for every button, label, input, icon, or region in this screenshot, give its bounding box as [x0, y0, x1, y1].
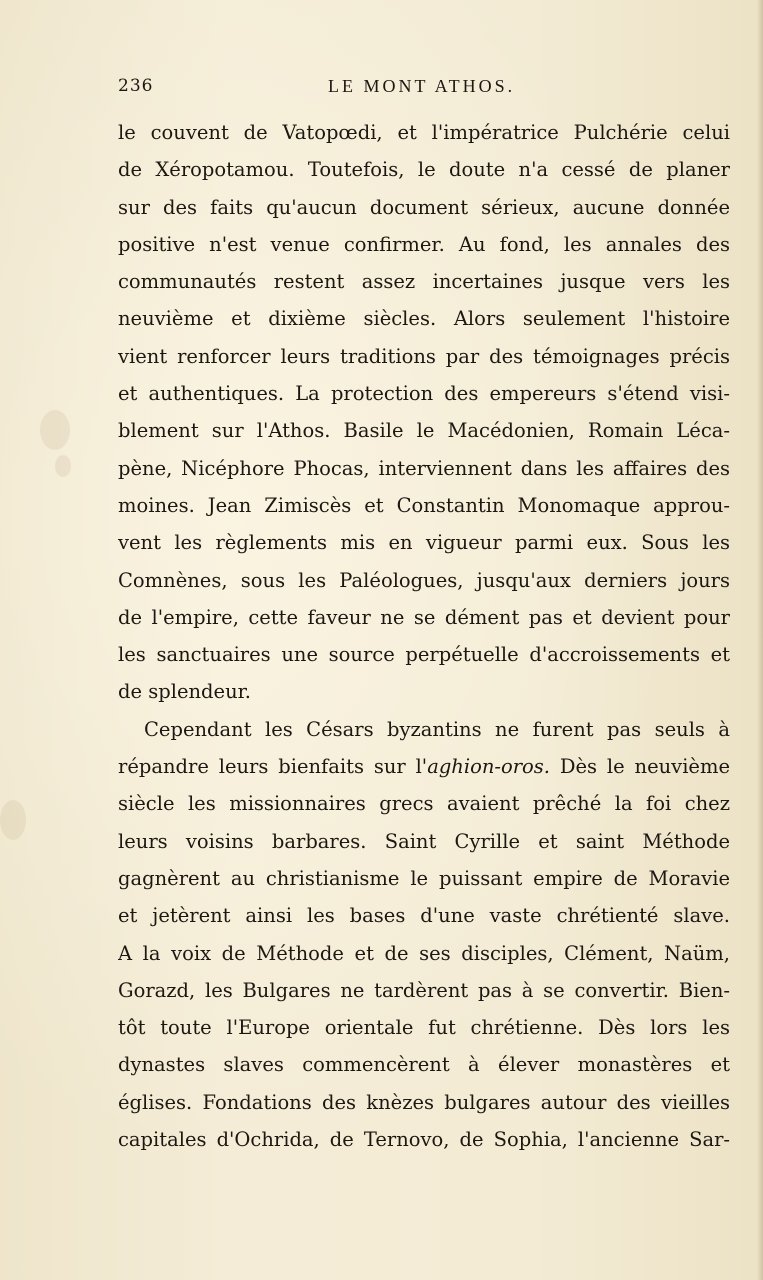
text-line: églises. Fondations des knèzes bulgares autour des vieilles [118, 1090, 730, 1114]
text-segment: Dès le neuvième [550, 755, 730, 779]
text-line: communautés restent assez incertaines jusque vers les [118, 270, 730, 294]
text-line: blement sur l'Athos. Basile le Macédonien, Romain Léca- [118, 419, 730, 443]
italic-term: aghion-oros. [427, 755, 550, 779]
text-line: et jetèrent ainsi les bases d'une vaste chrétienté slave. [118, 904, 730, 928]
text-line: Comnènes, sous les Paléologues, jusqu'aux derniers jours [118, 568, 730, 592]
page-header [118, 76, 718, 102]
foxing-stain [40, 410, 70, 450]
text-line-with-italic [118, 748, 730, 785]
paragraph-start-line: Cependant les Césars byzantins ne furent pas seuls à [144, 717, 730, 741]
foxing-stain [0, 800, 26, 840]
text-line: A la voix de Méthode et de ses disciples, Clément, Naüm, [118, 941, 730, 965]
text-line: de l'empire, cette faveur ne se dément pas et devient pour [118, 605, 730, 629]
page-number: 236 [118, 76, 154, 96]
paragraph-end-line: de splendeur. [118, 680, 252, 704]
running-title: LE MONT ATHOS. [328, 76, 516, 96]
text-line: tôt toute l'Europe orientale fut chrétienne. Dès lors les [118, 1016, 730, 1040]
text-line: neuvième et dixième siècles. Alors seulement l'histoire [118, 307, 730, 331]
foxing-stain [55, 455, 71, 477]
text-line: Gorazd, les Bulgares ne tardèrent pas à se convertir. Bien- [118, 978, 730, 1002]
text-line: gagnèrent au christianisme le puissant empire de Moravie [118, 866, 730, 890]
text-line: les sanctuaires une source perpétuelle d'accroissements et [118, 643, 730, 667]
text-line: le couvent de Vatopœdi, et l'impératrice Pulchérie celui [118, 121, 730, 144]
page-edge-shadow [757, 0, 763, 1280]
text-line: vient renforcer leurs traditions par des témoignages précis [118, 344, 730, 368]
text-line: positive n'est venue confirmer. Au fond, les annales des [118, 232, 730, 256]
text-line: leurs voisins barbares. Saint Cyrille et saint Méthode [118, 829, 730, 853]
text-line: siècle les missionnaires grecs avaient prêché la foi chez [118, 792, 730, 816]
text-line: de Xéropotamou. Toutefois, le doute n'a cessé de planer [118, 158, 730, 182]
body-text [118, 114, 730, 1158]
text-line: sur des faits qu'aucun document sérieux, aucune donnée [118, 195, 730, 219]
text-line: capitales d'Ochrida, de Ternovo, de Sophia, l'ancienne Sar- [118, 1128, 730, 1152]
text-line: moines. Jean Zimiscès et Constantin Monomaque approu- [118, 493, 730, 517]
text-line: pène, Nicéphore Phocas, interviennent dans les affaires des [118, 456, 730, 480]
text-line: et authentiques. La protection des empereurs s'étend visi- [118, 382, 730, 406]
text-line: dynastes slaves commencèrent à élever monastères et [118, 1053, 730, 1077]
text-line: vent les règlements mis en vigueur parmi eux. Sous les [118, 531, 730, 555]
text-segment: répandre leurs bienfaits sur l' [118, 755, 428, 779]
